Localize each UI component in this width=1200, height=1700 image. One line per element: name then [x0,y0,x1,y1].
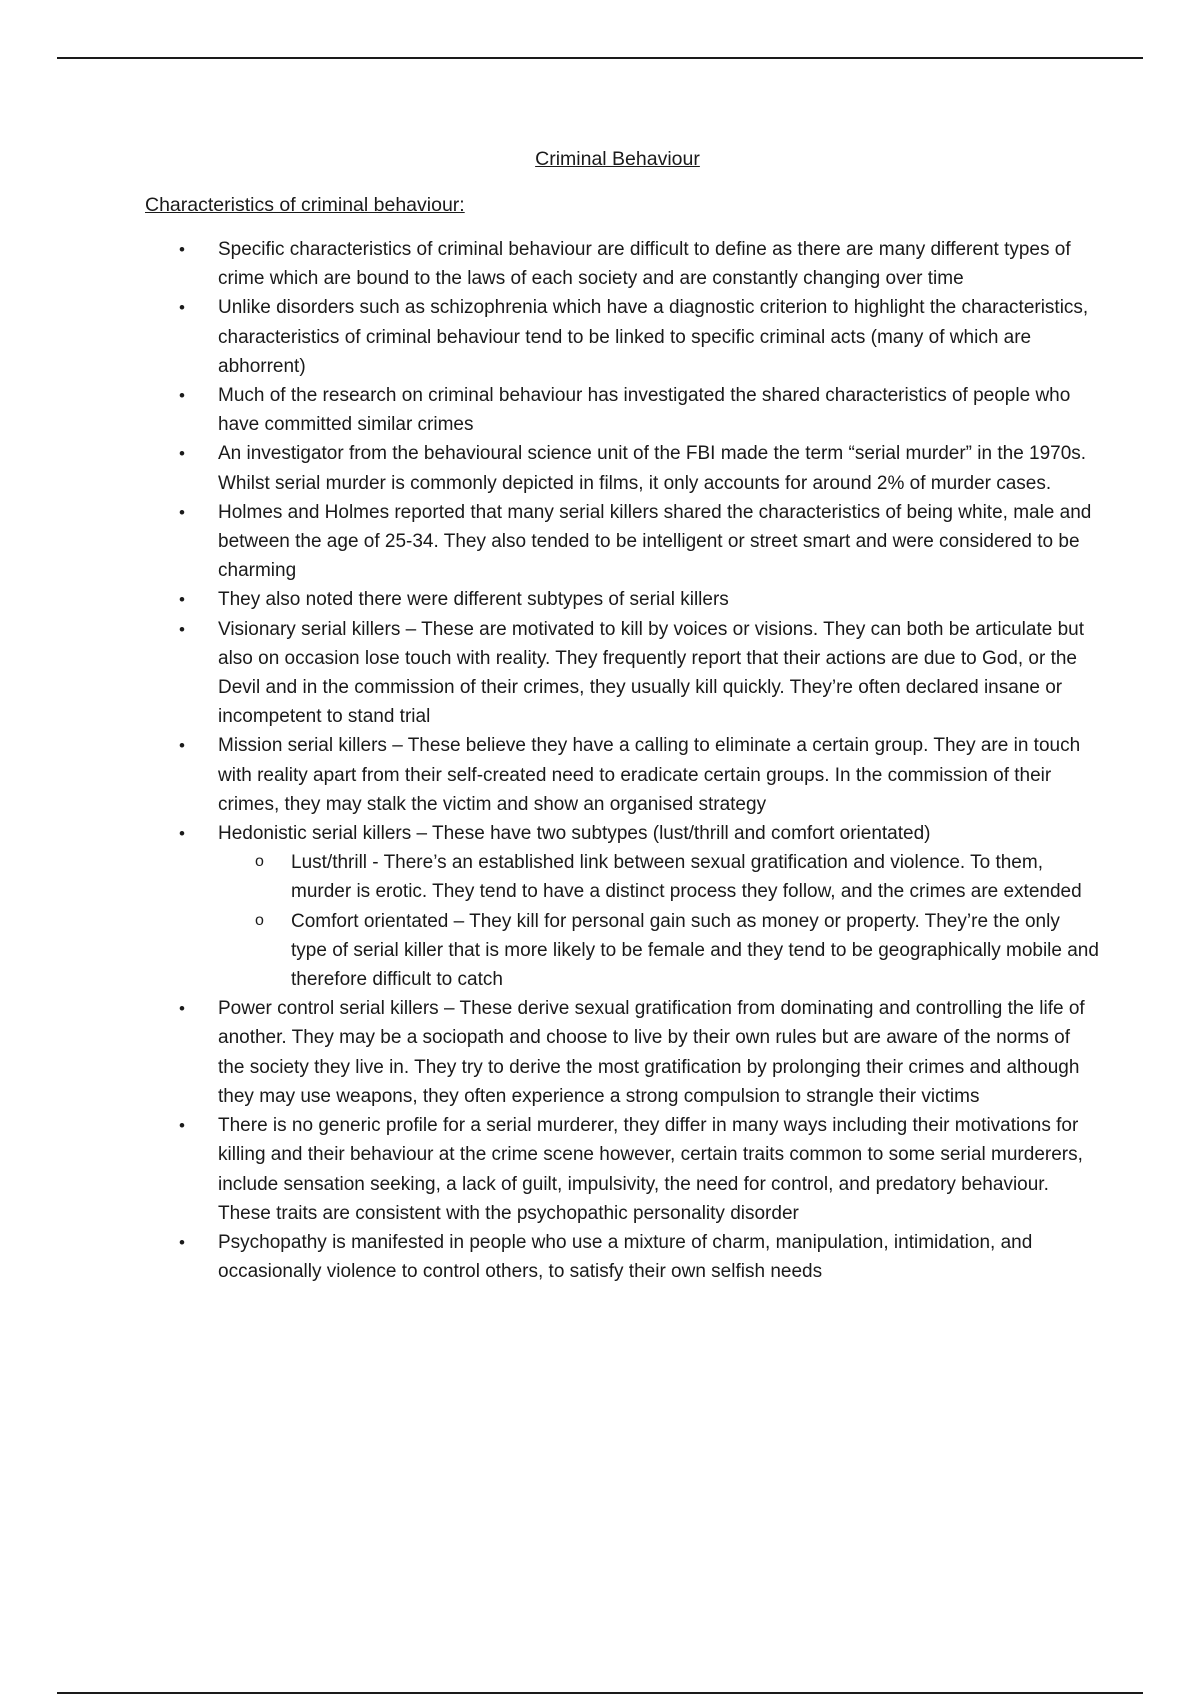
header-rule [57,57,1143,59]
list-item-hedonistic [145,819,1100,994]
list-item: • Mission serial killers – These believe they have a calling to eliminate a certain group. They are in touch with reality apart from their self-created need to eradicate certain groups. In the commission of their crimes, they may stalk the victim and show an organised strategy [145,731,1100,819]
list-item: • Much of the research on criminal behaviour has investigated the shared characteristics of people who have committed similar crimes [145,381,1100,439]
sub-list-item: o Comfort orientated – They kill for personal gain such as money or property. They’re the only type of serial killer that is more likely to be female and they tend to be geographically mobile and therefore difficult to catch [218,907,1100,995]
list-item: • Unlike disorders such as schizophrenia which have a diagnostic criterion to highlight the characteristics, characteristics of criminal behaviour tend to be linked to specific criminal acts (many of which are abhorrent) [145,293,1100,381]
list-item: • An investigator from the behavioural science unit of the FBI made the term “serial murder” in the 1970s. Whilst serial murder is commonly depicted in films, it only accounts for around 2% of murder cases. [145,439,1100,497]
list-item: • They also noted there were different subtypes of serial killers [145,585,1100,614]
section-heading: Characteristics of criminal behaviour: [145,194,465,216]
list-item: • There is no generic profile for a serial murderer, they differ in many ways including their motivations for killing and their behaviour at the crime scene however, certain traits common to some serial murderers, include sensation seeking, a lack of guilt, impulsivity, the need for control, and predatory behaviour. These traits are consistent with the psychopathic personality disorder [145,1111,1100,1228]
footer-rule [57,1692,1143,1694]
list-item: • Specific characteristics of criminal behaviour are difficult to define as there are many different types of crime which are bound to the laws of each society and are constantly changing over time [145,235,1100,293]
list-item: • Power control serial killers – These derive sexual gratification from dominating and controlling the life of another. They may be a sociopath and choose to live by their own rules but are aware of the norms of the society they live in. They try to derive the most gratification by prolonging their crimes and although they may use weapons, they often experience a strong compulsion to strangle their victims [145,994,1100,1111]
list-item-text: Hedonistic serial killers – These have two subtypes (lust/thrill and comfort orientated) [218,823,931,845]
characteristics-list [145,235,1100,1286]
list-item: • Visionary serial killers – These are motivated to kill by voices or visions. They can both be articulate but also on occasion lose touch with reality. They frequently report that their actions are due to God, or the Devil and in the commission of their crimes, they usually kill quickly. They’re often declared insane or incompetent to stand trial [145,615,1100,732]
list-item: • Holmes and Holmes reported that many serial killers shared the characteristics of being white, male and between the age of 25-34. They also tended to be intelligent or street smart and were considered to be charming [145,498,1100,586]
sub-list-item: o Lust/thrill - There’s an established link between sexual gratification and violence. To them, murder is erotic. They tend to have a distinct process they follow, and the crimes are extended [218,848,1100,906]
list-item: • Psychopathy is manifested in people who use a mixture of charm, manipulation, intimidation, and occasionally violence to control others, to satisfy their own selfish needs [145,1228,1100,1286]
hedonistic-subtype-list [218,848,1100,994]
page-title: Criminal Behaviour [535,148,700,170]
